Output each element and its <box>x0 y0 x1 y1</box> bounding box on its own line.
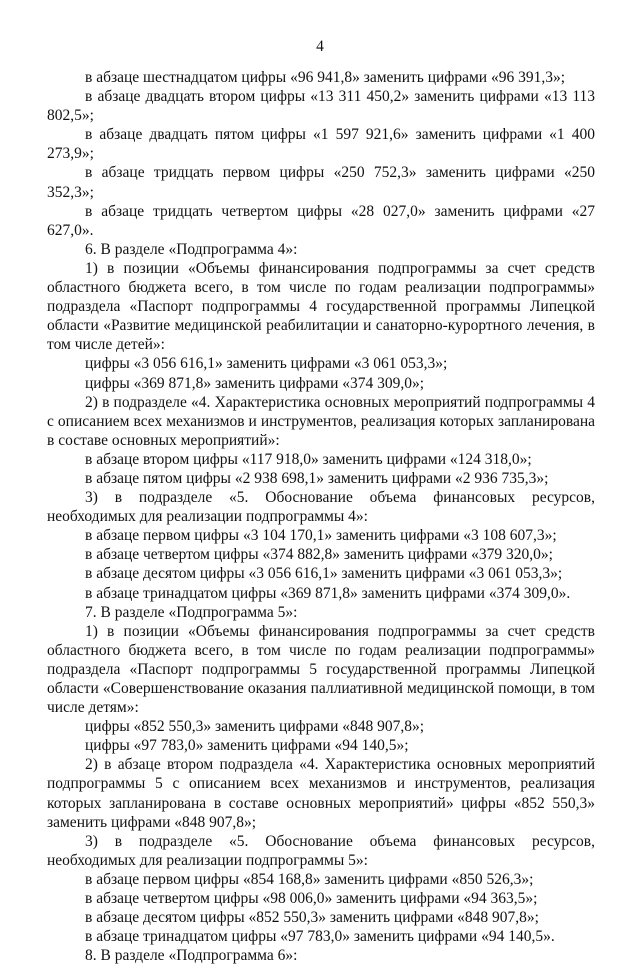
paragraph: в абзаце четвертом цифры «374 882,8» заменить цифрами «379 320,0»; <box>85 546 553 564</box>
document-body <box>47 68 595 965</box>
paragraph: в абзаце двадцать пятом цифры «1 597 921,6» заменить цифрами «1 400 273,9»; <box>47 126 595 163</box>
paragraph: 3) в подразделе «5. Обоснование объема финансовых ресурсов, необходимых для реализации подпрограммы 5»: <box>47 832 595 869</box>
paragraph: в абзаце десятом цифры «852 550,3» заменить цифрами «848 907,8»; <box>85 909 539 927</box>
paragraph: в абзаце пятом цифры «2 938 698,1» заменить цифрами «2 936 735,3»; <box>85 469 549 487</box>
paragraph: цифры «852 550,3» заменить цифрами «848 907,8»; <box>85 718 425 736</box>
paragraph: 3) в подразделе «5. Обоснование объема финансовых ресурсов, необходимых для реализации подпрограммы 4»: <box>47 489 595 526</box>
paragraph: в абзаце первом цифры «3 104 170,1» заменить цифрами «3 108 607,3»; <box>85 527 557 545</box>
paragraph: в абзаце тринадцатом цифры «369 871,8» заменить цифрами «374 309,0». <box>85 584 571 602</box>
paragraph: 2) в абзаце втором подраздела «4. Характеристика основных мероприятий подпрограммы 5 с описанием всех механизмов и инструментов, реализация которых запланирована в составе основных мероприятий» цифры «852 550,3» заменить цифрами «848 907,8»; <box>47 756 595 831</box>
paragraph: цифры «3 056 616,1» заменить цифрами «3 061 053,3»; <box>85 355 448 373</box>
paragraph: в абзаце четвертом цифры «98 006,0» заменить цифрами «94 363,5»; <box>85 890 538 908</box>
paragraph: в абзаце десятом цифры «3 056 616,1» заменить цифрами «3 061 053,3»; <box>85 565 563 583</box>
paragraph: 1) в позиции «Объемы финансирования подпрограммы за счет средств областного бюджета всего, в том числе по годам реализации подпрограммы» подраздела «Паспорт подпрограммы 4 государственной программы Липецкой области «Развитие медицинской реабилитации и санаторно-курортного лечения, в том числе детей»: <box>47 259 595 354</box>
paragraph: в абзаце шестнадцатом цифры «96 941,8» заменить цифрами «96 391,3»; <box>85 69 566 86</box>
paragraph: цифры «97 783,0» заменить цифрами «94 140,5»; <box>85 737 409 755</box>
paragraph: в абзаце тринадцатом цифры «97 783,0» заменить цифрами «94 140,5». <box>85 928 555 946</box>
section-heading: 6. В разделе «Подпрограмма 4»: <box>85 240 298 258</box>
page-number: 4 <box>316 38 324 55</box>
section-heading: 7. В разделе «Подпрограмма 5»: <box>85 603 298 621</box>
paragraph: цифры «369 871,8» заменить цифрами «374 309,0»; <box>85 374 425 392</box>
section-heading: 8. В разделе «Подпрограмма 6»: <box>85 947 298 965</box>
paragraph: 1) в позиции «Объемы финансирования подпрограммы за счет средств областного бюджета всего, в том числе по годам реализации подпрограммы» подраздела «Паспорт подпрограммы 5 государственной программы Липецкой области «Совершенствование оказания паллиативной медицинской помощи, в том числе детям»: <box>47 622 595 717</box>
paragraph: в абзаце первом цифры «854 168,8» заменить цифрами «850 526,3»; <box>85 870 534 888</box>
paragraph: в абзаце двадцать втором цифры «13 311 450,2» заменить цифрами «13 113 802,5»; <box>47 88 595 125</box>
paragraph: в абзаце втором цифры «117 918,0» заменить цифрами «124 318,0»; <box>85 450 532 468</box>
paragraph: 2) в подразделе «4. Характеристика основных мероприятий подпрограммы 4 с описанием всех механизмов и инструментов, реализация которых запланирована в составе основных мероприятий»: <box>47 393 595 449</box>
paragraph: в абзаце тридцать четвертом цифры «28 027,0» заменить цифрами «27 627,0». <box>47 202 595 239</box>
paragraph: в абзаце тридцать первом цифры «250 752,3» заменить цифрами «250 352,3»; <box>47 164 595 201</box>
